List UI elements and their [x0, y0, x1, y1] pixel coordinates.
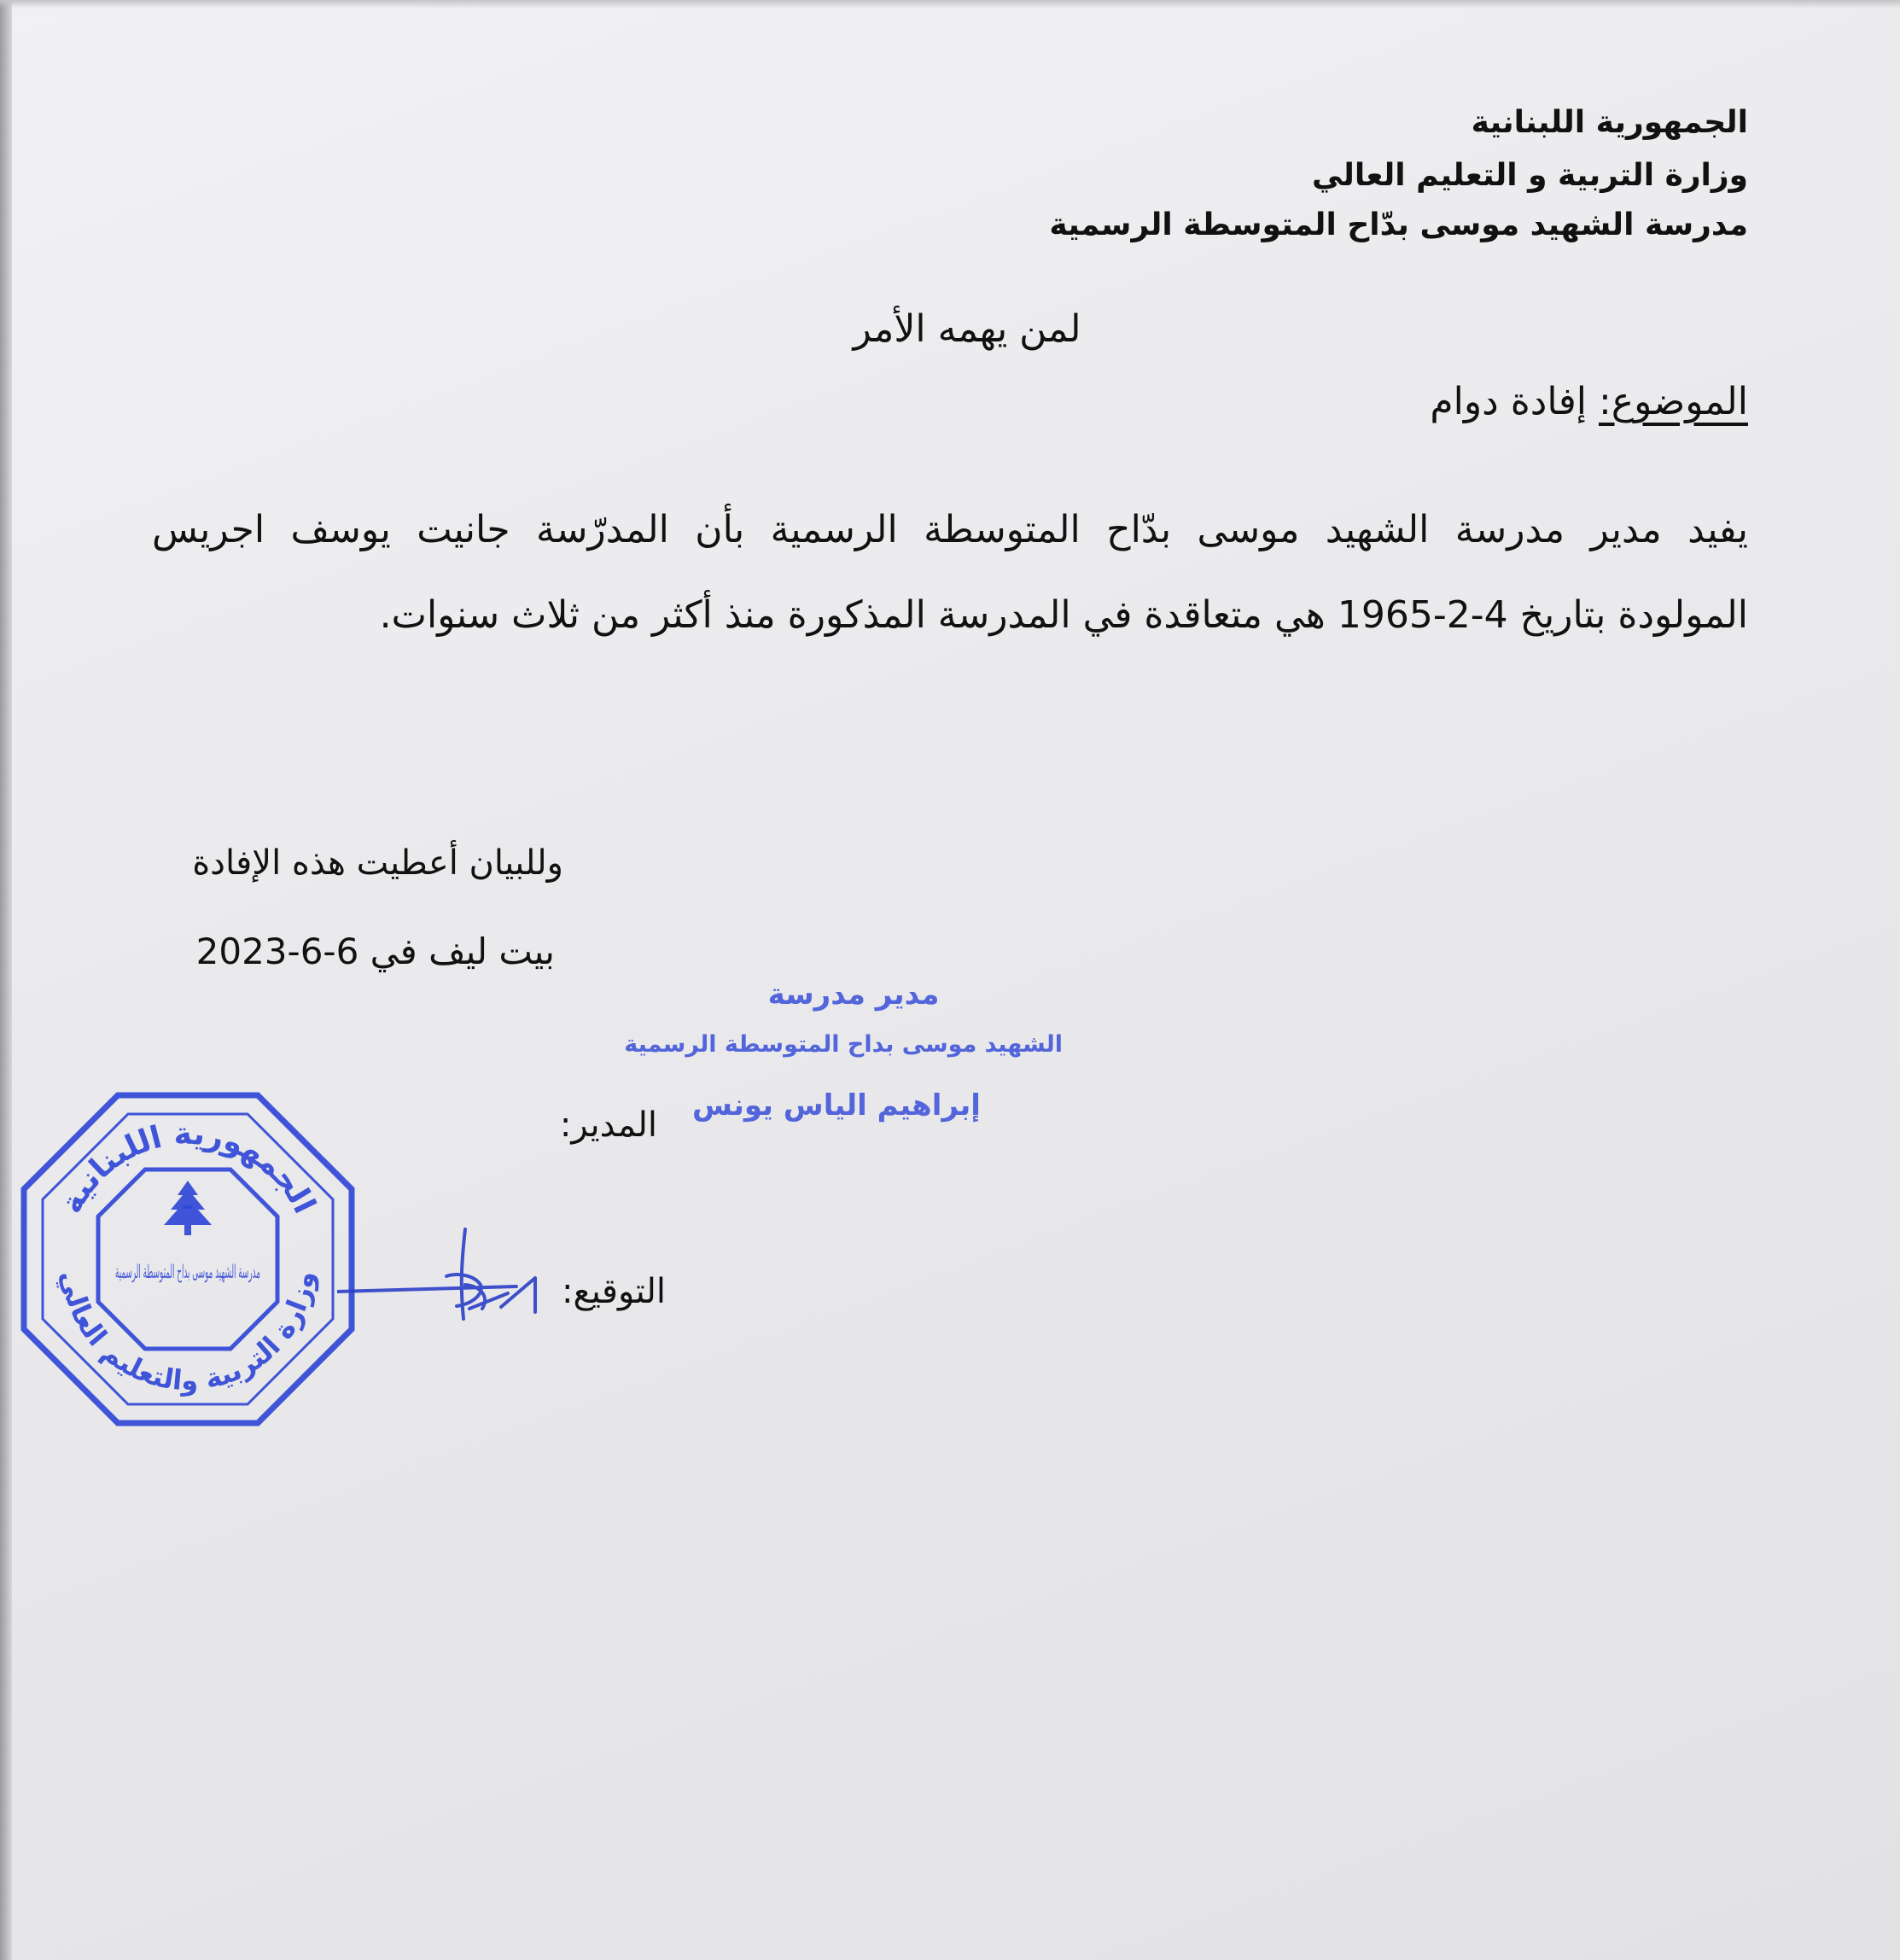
header-school: مدرسة الشهيد موسى بدّاح المتوسطة الرسمية: [1049, 207, 1748, 242]
principal-stamp-line-2: الشهيد موسى بداح المتوسطة الرسمية: [624, 1031, 1063, 1058]
principal-label: المدير:: [559, 1105, 657, 1145]
document-title-text: لمن يهمه الأمر: [853, 307, 1081, 351]
body-line-1: يفيد مدير مدرسة الشهيد موسى بدّاح المتوسطة الرسمية بأن المدرّسة جانيت يوسف اجريس: [152, 508, 1748, 551]
paper-left-edge: [0, 0, 12, 1960]
seal-inner-text: مدرسة الشهيد موسى بداح المتوسطة الرسمية: [115, 1262, 260, 1283]
svg-text:-: -: [181, 1186, 195, 1225]
place-date: بيت ليف في 6-6-2023: [195, 930, 555, 972]
signature-label: التوقيع:: [562, 1272, 666, 1311]
subject-label: الموضوع:: [1599, 380, 1748, 423]
seal-outer-bottom-text: وزارة التربية والتعليم العالي: [54, 1268, 321, 1397]
subject-value: إفادة دوام: [1430, 380, 1588, 423]
header-ministry: وزارة التربية و التعليم العالي: [1311, 158, 1748, 193]
principal-stamp-line-1: مدير مدرسة: [767, 977, 940, 1012]
document-title: [0, 307, 1900, 351]
header-republic: الجمهورية اللبنانية: [1471, 105, 1748, 140]
subject-line: [1430, 380, 1748, 423]
official-seal: [9, 1080, 367, 1438]
principal-stamp-line-3: إبراهيم الياس يونس: [692, 1088, 981, 1123]
seal-outer-top-text: الجمهورية اللبنانية: [54, 1116, 323, 1220]
body-line-2: المولودة بتاريخ 4-2-1965 هي متعاقدة في المدرسة المذكورة منذ أكثر من ثلاث سنوات.: [379, 593, 1748, 637]
paper-top-edge: [0, 0, 1900, 9]
closing-text: وللبيان أعطيت هذه الإفادة: [192, 843, 563, 883]
handwritten-signature: [337, 1225, 559, 1345]
